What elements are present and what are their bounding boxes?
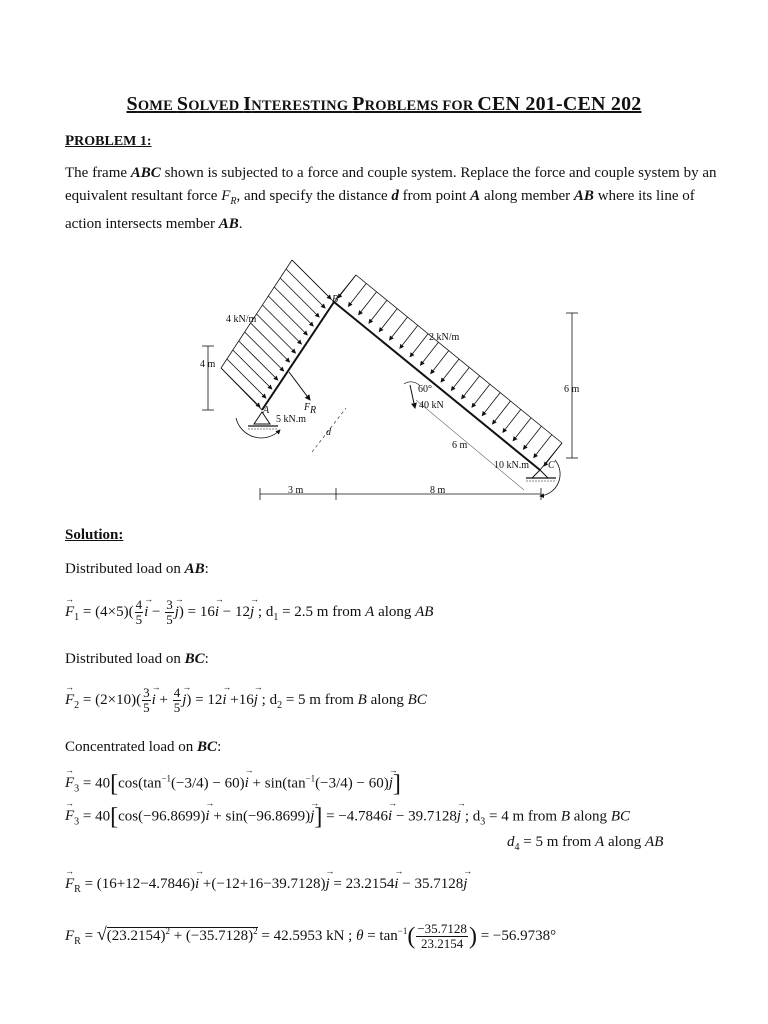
load-arrow bbox=[390, 317, 408, 340]
load-arrow bbox=[251, 323, 290, 362]
load-arrow bbox=[503, 409, 521, 432]
solution-heading: Solution: bbox=[65, 527, 124, 543]
load-arrow bbox=[268, 296, 307, 335]
label-force-40kn: 40 kN bbox=[419, 400, 444, 411]
label-span-left: 3 m bbox=[288, 485, 304, 496]
label-d: d bbox=[326, 427, 331, 438]
load-arrow bbox=[280, 278, 319, 317]
equation-fr-vector: → $F_R = (16+12-4.7846)\to i +(-12+16-39.7128)\to j = 23.2154\to i - 35.7128\to j$ bbox=[65, 876, 467, 895]
load-arrow bbox=[221, 368, 260, 407]
load-arrow bbox=[233, 350, 272, 389]
equation-f1: → $F_1 = (4\times 5)$( $\frac{4}{5}$ → i − $\frac{3}{5}$ → j) = 16→ i − 12→ j ; $d_1 = 2.5$ m from A along AB bbox=[65, 598, 433, 627]
load-arrow bbox=[493, 401, 511, 424]
problem-statement: The frame ABC shown is subjected to a force and couple system. Replace the force and couple system by an equivalent resultant force $F_R$, and specify the distance d from point A along member AB where its line of action intersects member AB. bbox=[65, 165, 717, 232]
load-arrow bbox=[379, 309, 397, 332]
label-load-bc: 2 kN/m bbox=[429, 332, 460, 343]
label-angle: 60° bbox=[418, 384, 432, 395]
problem-heading: PROBLEM 1: bbox=[65, 133, 152, 149]
load-ab-arrows bbox=[221, 260, 331, 407]
load-arrow bbox=[338, 275, 356, 298]
label-ab-load: Distributed load on AB: bbox=[65, 561, 209, 577]
resultant-arrow bbox=[289, 372, 310, 400]
load-arrow bbox=[227, 359, 266, 398]
load-arrow bbox=[482, 393, 500, 416]
member-ab bbox=[262, 302, 334, 410]
label-span-right: 8 m bbox=[430, 485, 446, 496]
load-arrow bbox=[257, 314, 296, 353]
label-couple-c: 10 kN.m bbox=[494, 460, 529, 471]
label-point-b: B bbox=[332, 294, 339, 305]
load-arrow bbox=[451, 367, 469, 390]
label-height-right: 6 m bbox=[564, 384, 580, 395]
load-arrow bbox=[369, 300, 387, 323]
label-dist-bc: 6 m bbox=[452, 440, 468, 451]
load-arrow bbox=[441, 359, 459, 382]
force-40kn-arrow bbox=[410, 385, 415, 408]
label-couple-a: 5 kN.m bbox=[276, 414, 306, 425]
couple-a-arc bbox=[236, 418, 280, 438]
load-arrow bbox=[292, 260, 331, 299]
load-arrow bbox=[431, 351, 449, 374]
label-fr: F bbox=[304, 402, 311, 413]
member-bc bbox=[334, 302, 540, 470]
equation-f3-a: → $F_3 = 40[\cos(\tan^{-1}(-3/4) - 60)\to i + \sin(\tan^{-1}(-3/4) - 60)\to j]$ bbox=[65, 772, 401, 796]
equation-f3-b: → $F_3 = 40[\cos(-96.8699)\to i + \sin(-96.8699)\to j] = -4.7846\to i - 39.7128\to j$ ; $d_3 = 4$ m from B along BC bbox=[65, 805, 630, 829]
label-bc-load: Distributed load on BC: bbox=[65, 651, 209, 667]
load-arrow bbox=[274, 287, 313, 326]
load-arrow bbox=[534, 435, 552, 458]
page-title: SOME SOLVED INTERESTING PROBLEMS FOR CEN 201-CEN 202 bbox=[126, 93, 642, 115]
load-arrow bbox=[262, 305, 301, 344]
equation-f2: → $F_2 = (2\times 10)$( $\frac{3}{5}$ → i + $\frac{4}{5}$ → j) = 12→ i +16→ j ; $d_2 = 5$ m from B along BC bbox=[65, 686, 427, 715]
load-arrow bbox=[513, 418, 531, 441]
label-point-a: A bbox=[263, 405, 270, 416]
load-arrow bbox=[400, 325, 418, 348]
label-concentrated-load: Concentrated load on BC: bbox=[65, 739, 222, 755]
label-point-c: C bbox=[548, 460, 555, 471]
load-arrow bbox=[523, 426, 541, 449]
label-load-ab: 4 kN/m bbox=[226, 314, 257, 325]
load-arrow bbox=[420, 342, 438, 365]
load-arrow bbox=[472, 384, 490, 407]
load-arrow bbox=[286, 269, 325, 308]
support-c bbox=[526, 470, 556, 481]
label-fr-sub: R bbox=[310, 405, 317, 416]
load-arrow bbox=[410, 334, 428, 357]
equation-d4: $d_4 = 5$ m from A along AB bbox=[507, 834, 664, 853]
load-arrow bbox=[462, 376, 480, 399]
load-arrow bbox=[348, 283, 366, 306]
equation-fr-magnitude: $F_R = √(23.2154)^2 + (-35.7128)^2 = 42.5953$ kN ; $\theta = \tan^{-1}$( $\frac{-35.7128}{23.2154}$ ) = −56.9738° bbox=[65, 921, 557, 951]
load-bc-arrows bbox=[338, 275, 562, 466]
load-arrow bbox=[359, 292, 377, 315]
label-height-left: 4 m bbox=[200, 359, 216, 370]
load-arrow bbox=[245, 332, 284, 371]
load-arrow bbox=[239, 341, 278, 380]
